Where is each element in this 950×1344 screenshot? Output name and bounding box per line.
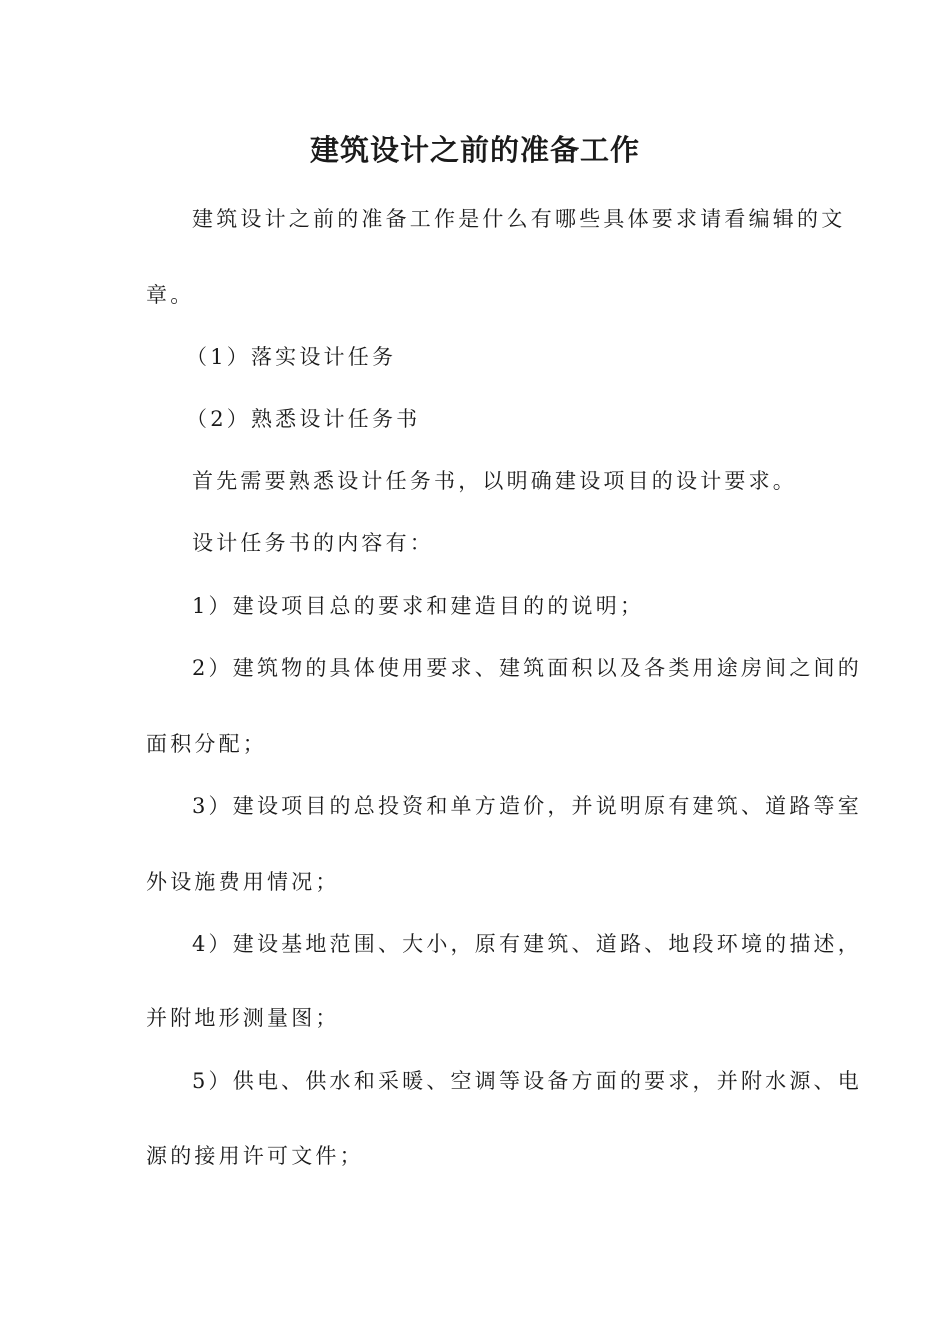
list-item-5-line-2: 源的接用许可文件； [146,1144,364,1168]
section-heading-1: （1）落实设计任务 [186,345,397,369]
document-title: 建筑设计之前的准备工作 [309,133,640,167]
list-item-2-line-1: 2）建筑物的具体使用要求、建筑面积以及各类用途房间之间的 [192,656,862,680]
section-heading-2: （2）熟悉设计任务书 [186,407,421,431]
list-item-3-line-1: 3）建设项目的总投资和单方造价，并说明原有建筑、道路等室 [192,794,862,818]
list-item-5-line-1: 5）供电、供水和采暖、空调等设备方面的要求，并附水源、电 [192,1069,862,1093]
paragraph-familiarize: 首先需要熟悉设计任务书，以明确建设项目的设计要求。 [192,469,797,493]
list-item-2-line-2: 面积分配； [146,732,267,756]
paragraph-intro-line-2: 章。 [146,283,195,307]
list-item-1: 1）建设项目总的要求和建造目的的说明； [192,594,645,618]
list-item-3-line-2: 外设施费用情况； [146,870,340,894]
paragraph-contents-intro: 设计任务书的内容有： [192,531,434,555]
paragraph-intro-line-1: 建筑设计之前的准备工作是什么有哪些具体要求请看编辑的文 [192,207,846,231]
list-item-4-line-2: 并附地形测量图； [146,1006,340,1030]
list-item-4-line-1: 4）建设基地范围、大小，原有建筑、道路、地段环境的描述， [192,932,862,956]
